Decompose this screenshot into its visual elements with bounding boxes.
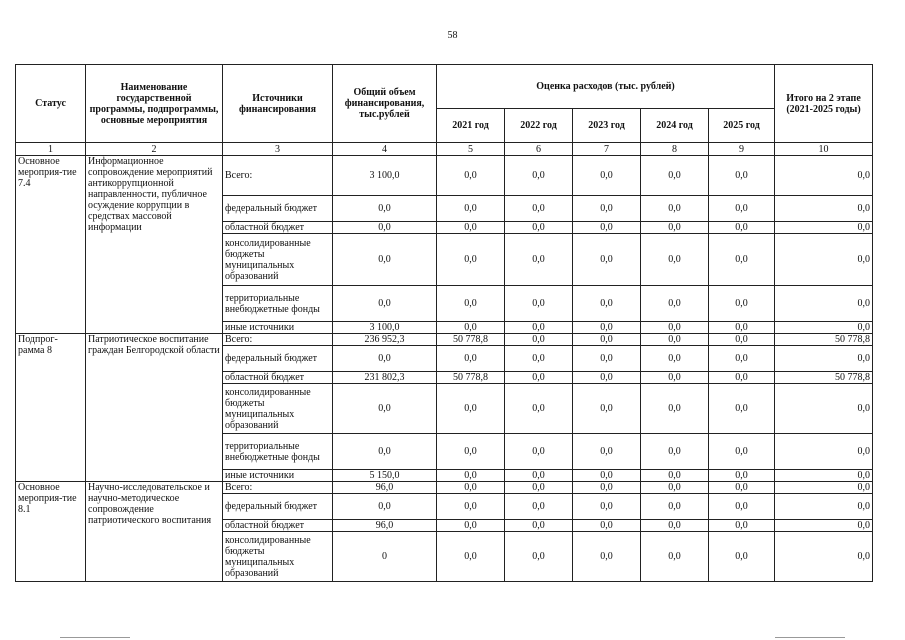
total-funding-cell: 0 [333,532,437,582]
stage-total-cell: 0,0 [775,346,873,372]
year-value-cell: 0,0 [573,532,641,582]
budget-table [15,64,873,582]
table-header [16,65,873,156]
stage-total-cell: 0,0 [775,384,873,434]
funding-source-cell: территориальные внебюджетные фонды [223,434,333,470]
year-value-cell: 0,0 [505,470,573,482]
total-funding-cell: 96,0 [333,520,437,532]
year-value-cell: 0,0 [641,384,709,434]
column-number: 7 [573,143,641,156]
column-number: 6 [505,143,573,156]
funding-source-cell: консолидированные бюджеты муниципальных образований [223,384,333,434]
header-status: Статус [16,65,86,143]
status-cell: Подпрог-рамма 8 [16,334,86,482]
program-name-cell: Научно-исследовательское и научно-методическое сопровождение патриотического воспитания [86,482,223,582]
funding-source-cell: областной бюджет [223,372,333,384]
funding-source-cell: федеральный бюджет [223,346,333,372]
stage-total-cell: 50 778,8 [775,372,873,384]
funding-source-cell: Всего: [223,482,333,494]
column-number: 4 [333,143,437,156]
scan-mark-right [775,637,845,638]
year-value-cell: 0,0 [709,470,775,482]
total-funding-cell: 5 150,0 [333,470,437,482]
status-cell: Основное мероприя-тие 7.4 [16,156,86,334]
total-funding-cell: 0,0 [333,196,437,222]
year-value-cell: 0,0 [505,346,573,372]
year-value-cell: 0,0 [641,532,709,582]
year-value-cell: 0,0 [505,482,573,494]
stage-total-cell: 0,0 [775,532,873,582]
year-value-cell: 0,0 [573,346,641,372]
column-number: 10 [775,143,873,156]
header-year: 2022 год [505,109,573,143]
total-funding-cell: 3 100,0 [333,156,437,196]
year-value-cell: 0,0 [573,482,641,494]
year-value-cell: 0,0 [505,196,573,222]
year-value-cell: 0,0 [573,494,641,520]
year-value-cell: 0,0 [573,286,641,322]
year-value-cell: 50 778,8 [437,372,505,384]
year-value-cell: 0,0 [709,384,775,434]
year-value-cell: 0,0 [709,372,775,384]
year-value-cell: 0,0 [641,482,709,494]
year-value-cell: 0,0 [573,156,641,196]
table-row [16,334,873,346]
funding-source-cell: Всего: [223,334,333,346]
year-value-cell: 0,0 [641,334,709,346]
column-number: 2 [86,143,223,156]
year-value-cell: 0,0 [709,334,775,346]
year-value-cell: 0,0 [505,384,573,434]
year-value-cell: 0,0 [573,470,641,482]
column-number-row [16,143,873,156]
scan-mark-left [60,637,130,638]
year-value-cell: 0,0 [641,520,709,532]
stage-total-cell: 0,0 [775,222,873,234]
year-value-cell: 0,0 [641,346,709,372]
year-value-cell: 0,0 [437,346,505,372]
total-funding-cell: 0,0 [333,222,437,234]
stage-total-cell: 0,0 [775,156,873,196]
header-stage-total: Итого на 2 этапе (2021-2025 годы) [775,65,873,143]
year-value-cell: 0,0 [437,286,505,322]
year-value-cell: 0,0 [437,532,505,582]
column-number: 5 [437,143,505,156]
header-name: Наименование государственной программы, подпрограммы, основные мероприятия [86,65,223,143]
year-value-cell: 0,0 [641,322,709,334]
funding-source-cell: территориальные внебюджетные фонды [223,286,333,322]
year-value-cell: 0,0 [573,196,641,222]
year-value-cell: 0,0 [505,234,573,286]
stage-total-cell: 0,0 [775,494,873,520]
year-value-cell: 0,0 [573,372,641,384]
table-row [16,482,873,494]
year-value-cell: 0,0 [505,520,573,532]
year-value-cell: 0,0 [505,334,573,346]
total-funding-cell: 0,0 [333,286,437,322]
stage-total-cell: 0,0 [775,196,873,222]
year-value-cell: 0,0 [437,434,505,470]
year-value-cell: 0,0 [641,494,709,520]
total-funding-cell: 0,0 [333,346,437,372]
year-value-cell: 0,0 [437,234,505,286]
year-value-cell: 0,0 [505,286,573,322]
year-value-cell: 0,0 [437,520,505,532]
program-name-cell: Информационное сопровождение мероприятий антикоррупционной направленности, публичное осуждение коррупции в средствах массовой информации [86,156,223,334]
page-number: 58 [447,30,458,41]
year-value-cell: 0,0 [437,196,505,222]
program-name-cell: Патриотическое воспитание граждан Белгородской области [86,334,223,482]
stage-total-cell: 0,0 [775,434,873,470]
stage-total-cell: 0,0 [775,470,873,482]
year-value-cell: 0,0 [709,322,775,334]
year-value-cell: 0,0 [505,372,573,384]
year-value-cell: 0,0 [641,286,709,322]
year-value-cell: 0,0 [641,156,709,196]
funding-source-cell: областной бюджет [223,222,333,234]
funding-source-cell: консолидированные бюджеты муниципальных образований [223,234,333,286]
funding-source-cell: иные источники [223,470,333,482]
total-funding-cell: 0,0 [333,494,437,520]
stage-total-cell: 0,0 [775,482,873,494]
total-funding-cell: 0,0 [333,434,437,470]
column-number: 8 [641,143,709,156]
year-value-cell: 0,0 [573,334,641,346]
funding-source-cell: федеральный бюджет [223,494,333,520]
year-value-cell: 0,0 [505,322,573,334]
year-value-cell: 0,0 [709,286,775,322]
total-funding-cell: 236 952,3 [333,334,437,346]
year-value-cell: 0,0 [437,222,505,234]
column-number: 9 [709,143,775,156]
stage-total-cell: 50 778,8 [775,334,873,346]
year-value-cell: 0,0 [709,494,775,520]
header-sources: Источники финансирования [223,65,333,143]
header-year: 2021 год [437,109,505,143]
year-value-cell: 0,0 [641,470,709,482]
year-value-cell: 0,0 [573,434,641,470]
funding-source-cell: консолидированные бюджеты муниципальных образований [223,532,333,582]
year-value-cell: 0,0 [437,470,505,482]
year-value-cell: 0,0 [505,494,573,520]
year-value-cell: 0,0 [505,222,573,234]
stage-total-cell: 0,0 [775,322,873,334]
header-year: 2024 год [641,109,709,143]
funding-source-cell: Всего: [223,156,333,196]
total-funding-cell: 0,0 [333,234,437,286]
year-value-cell: 0,0 [709,222,775,234]
year-value-cell: 0,0 [709,532,775,582]
year-value-cell: 0,0 [641,234,709,286]
budget-table-wrapper [15,64,873,582]
year-value-cell: 0,0 [505,156,573,196]
funding-source-cell: федеральный бюджет [223,196,333,222]
year-value-cell: 0,0 [641,372,709,384]
year-value-cell: 0,0 [437,156,505,196]
year-value-cell: 0,0 [437,322,505,334]
year-value-cell: 0,0 [573,384,641,434]
year-value-cell: 0,0 [573,222,641,234]
header-total: Общий объем финансирования, тыс.рублей [333,65,437,143]
funding-source-cell: иные источники [223,322,333,334]
header-year: 2025 год [709,109,775,143]
year-value-cell: 0,0 [573,234,641,286]
year-value-cell: 50 778,8 [437,334,505,346]
year-value-cell: 0,0 [505,532,573,582]
year-value-cell: 0,0 [709,234,775,286]
status-cell: Основное мероприя-тие 8.1 [16,482,86,582]
stage-total-cell: 0,0 [775,234,873,286]
total-funding-cell: 3 100,0 [333,322,437,334]
total-funding-cell: 96,0 [333,482,437,494]
funding-source-cell: областной бюджет [223,520,333,532]
year-value-cell: 0,0 [641,196,709,222]
year-value-cell: 0,0 [709,434,775,470]
stage-total-cell: 0,0 [775,520,873,532]
year-value-cell: 0,0 [505,434,573,470]
year-value-cell: 0,0 [641,222,709,234]
year-value-cell: 0,0 [573,322,641,334]
header-year: 2023 год [573,109,641,143]
header-estimate: Оценка расходов (тыс. рублей) [437,65,775,109]
year-value-cell: 0,0 [437,482,505,494]
year-value-cell: 0,0 [709,482,775,494]
year-value-cell: 0,0 [709,196,775,222]
table-body [16,156,873,582]
year-value-cell: 0,0 [437,384,505,434]
year-value-cell: 0,0 [709,156,775,196]
column-number: 1 [16,143,86,156]
year-value-cell: 0,0 [709,520,775,532]
stage-total-cell: 0,0 [775,286,873,322]
year-value-cell: 0,0 [437,494,505,520]
total-funding-cell: 231 802,3 [333,372,437,384]
table-row [16,156,873,196]
year-value-cell: 0,0 [709,346,775,372]
column-number: 3 [223,143,333,156]
year-value-cell: 0,0 [573,520,641,532]
total-funding-cell: 0,0 [333,384,437,434]
year-value-cell: 0,0 [641,434,709,470]
